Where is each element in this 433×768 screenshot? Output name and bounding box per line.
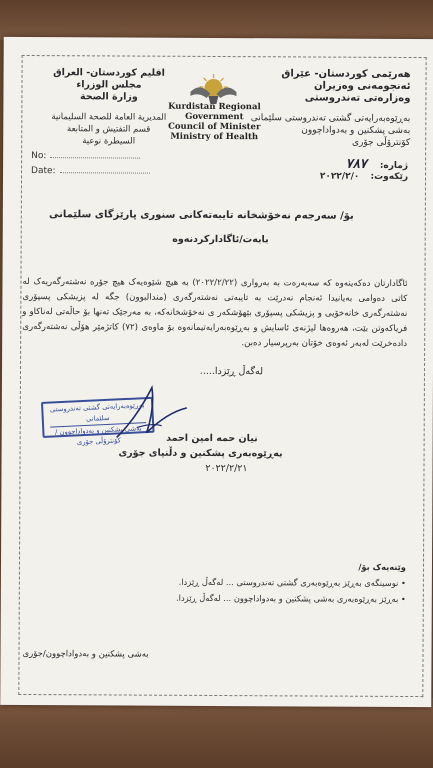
header-arabic-line: وزارة الصحة <box>79 91 138 103</box>
date-label-ku: رێکەوت: <box>370 171 409 182</box>
stamp-line: بەڕێوەبەرایەتی گشتی تەندروستی سلێمانی <box>49 401 145 423</box>
stamp-line: بەشی پشکنین و بەدواداچوون / کۆنترۆڵی جۆری <box>50 422 147 449</box>
header-english-line: Council of Minister <box>168 121 261 133</box>
header-kurdish-line: هەرێمی کوردستان- عێراق <box>281 68 411 81</box>
date-field-en <box>31 166 150 177</box>
cc-heading: وێنەیەک بۆ/ <box>358 561 407 572</box>
header-english-line: Ministry of Health <box>170 131 259 143</box>
table-background-bottom <box>0 698 433 768</box>
header-english <box>143 102 285 143</box>
table-background-top <box>0 0 433 40</box>
subject-line: بابەت/ئاگادارکردنەوە <box>172 233 269 246</box>
number-field-en <box>31 151 140 162</box>
signatory-title: بەڕێوەبەری پشکنین و دڵنیای جۆری <box>118 447 283 460</box>
footer-note: بەشی پشکنین و بەدواداچوون/جۆری <box>22 648 149 660</box>
header-arabic-line: اقليم كوردستان- العراق <box>53 67 165 79</box>
date-label-en: Date: <box>31 166 56 177</box>
header-kurdish-sub: بەشی پشکنین و بەدواداچوون <box>301 125 411 137</box>
header-arabic-sub: قسم التفتيش و المتابعة <box>67 124 151 135</box>
number-label-en: No: <box>31 151 47 162</box>
body-paragraph: ئاگادارتان دەکەینەوە کە سەبەرەت بە بەرواری (٢٠٢٢/٢/٢٢) بە هیچ شێوەیەک هیچ جۆرە نەشتەرگەریەک لە کاتی دەوامی بەیانیدا ئەنجام نەدرێت بە تایبەتی نەشتەرگەری (مندالبوون) جگە لە پزیشکی پسپۆری نەشتەرگەری خانەخۆیی و پزیشکی پسپۆری بێهۆشکەر ی نەخۆشخانەکە، بە مەرجێک تەنها بۆ حاڵەتی لەناکاو و فریاکەوتن بێت، هەروەها لیژنەی ئاسایش و بەڕێوەبەرایەتیمانەوە بۆ ماوەی (٧٢) کاتژمێر هۆڵی نەشتەرگەری دادەخرێت لەبەر ئەوەی خۆتان بەرپرسیار دەبن. <box>22 276 408 349</box>
header-kurdish-line: ئەنجومەنی وەزیران <box>313 80 411 93</box>
header-arabic-line: مجلس الوزراء <box>76 79 142 91</box>
cc-item: • بەڕێز بەڕێوەبەری بەشی پشکنین و بەدواداچوون ... لەگەڵ ڕێزدا. <box>175 592 406 604</box>
date-value: ٢٠٢٢/٢/٠ <box>319 171 360 182</box>
header-arabic-sub: المديرية العامة للصحة السليمانية <box>51 112 167 123</box>
number-field-ku <box>346 157 408 172</box>
signatory-name: نیان حمە امین احمد <box>166 432 258 445</box>
header-english-line: Kurdistan Regional Government <box>168 101 261 123</box>
number-value: ٧٨٧ <box>345 156 367 172</box>
header-kurdish-line: وەزارەتی تەندروستی <box>304 92 411 105</box>
date-field-ku <box>320 172 408 182</box>
number-label-ku: ژمارە: <box>379 160 409 171</box>
closing-line: لەگەڵ ڕێزدا..... <box>199 365 264 378</box>
cc-item: • نوسینگەی بەڕێز بەڕێوەبەری گشتی تەندروستی ... لەگەڵ ڕێزدا. <box>178 576 406 588</box>
header-kurdish-sub: کۆنترۆڵی جۆری <box>351 137 411 149</box>
header-arabic-sub: السيطرة نوعية <box>82 136 136 147</box>
header-kurdish-sub: بەڕێوەبەرایەتی گشتی تەندروستی سلێمانی <box>250 113 411 125</box>
recipient-line: بۆ/ سەرجەم نەخۆشخانە تایبەتەکانی سنوری پارێزگای سلێمانی <box>48 209 354 222</box>
signatory-date: ٢٠٢٢/٢/٢١ <box>205 462 248 475</box>
letter-page <box>0 37 433 707</box>
